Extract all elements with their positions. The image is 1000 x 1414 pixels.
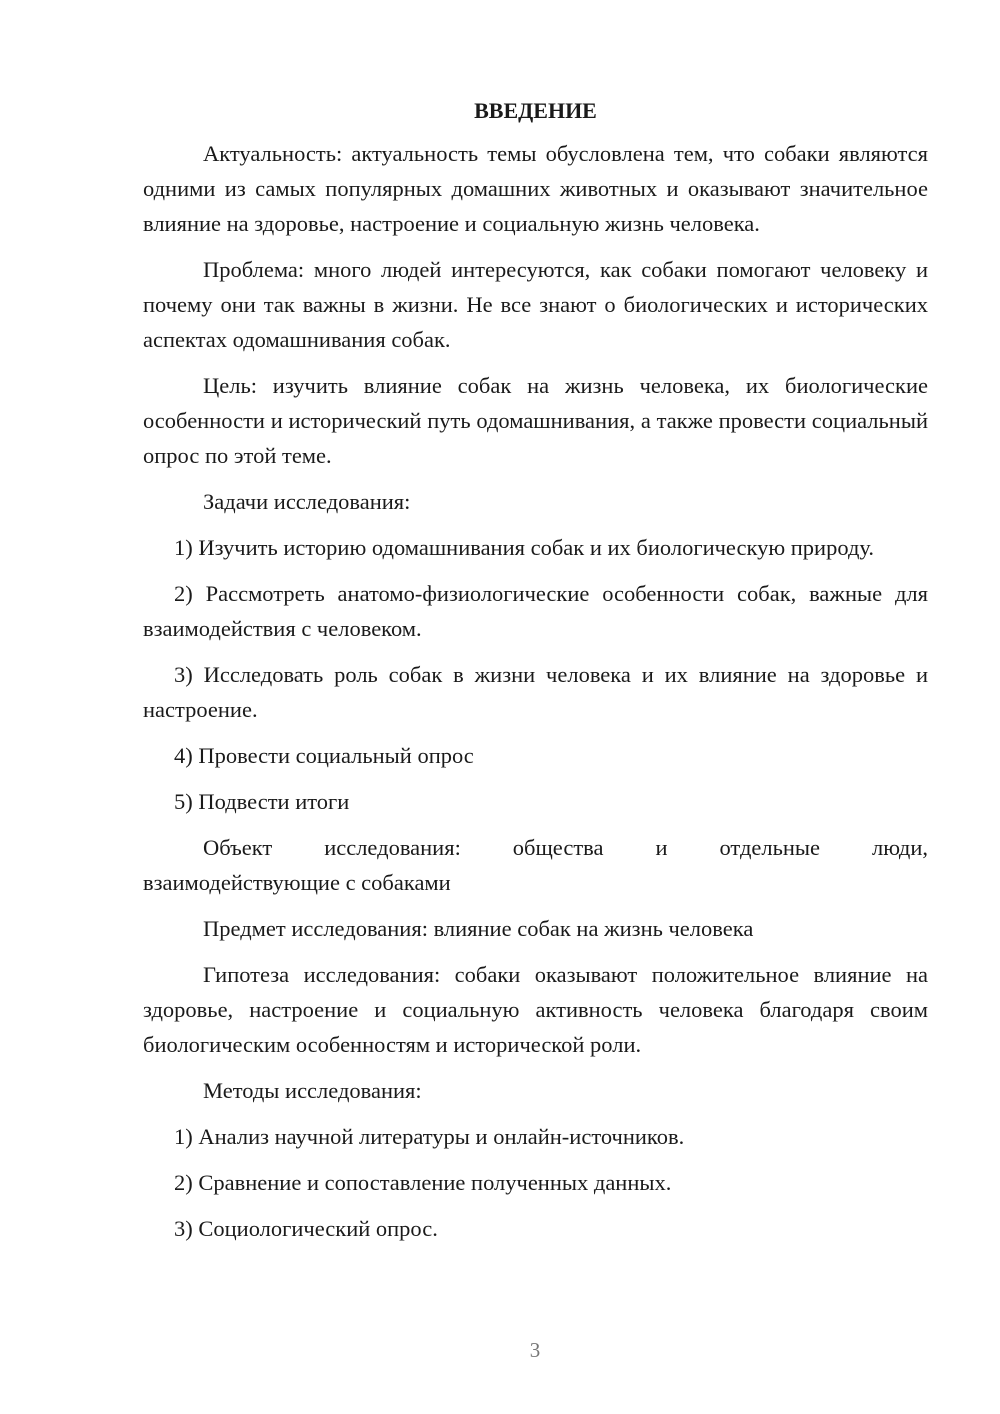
methods-list <box>143 1119 928 1246</box>
goal-paragraph: Цель: изучить влияние собак на жизнь человека, их биологические особенности и исторический путь одомашнивания, а также провести социальный опрос по этой теме. <box>143 373 928 468</box>
task-item: 1) Изучить историю одомашнивания собак и их биологическую природу. <box>174 535 875 560</box>
research-object-line-2: взаимодействующие с собаками <box>143 870 451 895</box>
task-item: 5) Подвести итоги <box>174 789 350 814</box>
tasks-heading: Задачи исследования: <box>203 489 411 514</box>
task-item: 3) Исследовать роль собак в жизни человека и их влияние на здоровье и настроение. <box>143 662 928 722</box>
page-number: 3 <box>529 1338 541 1362</box>
document-body <box>143 94 928 1257</box>
section-title: ВВЕДЕНИЕ <box>474 98 597 123</box>
task-item: 4) Провести социальный опрос <box>174 743 474 768</box>
hypothesis-paragraph: Гипотеза исследования: собаки оказывают положительное влияние на здоровье, настроение и социальную активность человека благодаря своим биологическим особенностям и исторической роли. <box>143 962 928 1057</box>
task-item: 2) Рассмотреть анатомо-физиологические особенности собак, важные для взаимодействия с человеком. <box>143 581 928 641</box>
research-object-line-1: Объект исследования: общества и отдельные люди, <box>203 835 928 860</box>
tasks-list <box>143 530 928 819</box>
method-item: 2) Сравнение и сопоставление полученных данных. <box>174 1170 672 1195</box>
problem-paragraph: Проблема: много людей интересуются, как собаки помогают человеку и почему они так важны в жизни. Не все знают о биологических и исторических аспектах одомашнивания собак. <box>143 257 928 352</box>
method-item: 1) Анализ научной литературы и онлайн-источников. <box>174 1124 685 1149</box>
methods-heading: Методы исследования: <box>203 1078 422 1103</box>
research-subject-paragraph: Предмет исследования: влияние собак на жизнь человека <box>203 916 754 941</box>
relevance-paragraph: Актуальность: актуальность темы обусловлена тем, что собаки являются одними из самых популярных домашних животных и оказывают значительное влияние на здоровье, настроение и социальную жизнь человека. <box>143 141 928 236</box>
method-item: 3) Социологический опрос. <box>174 1216 438 1241</box>
